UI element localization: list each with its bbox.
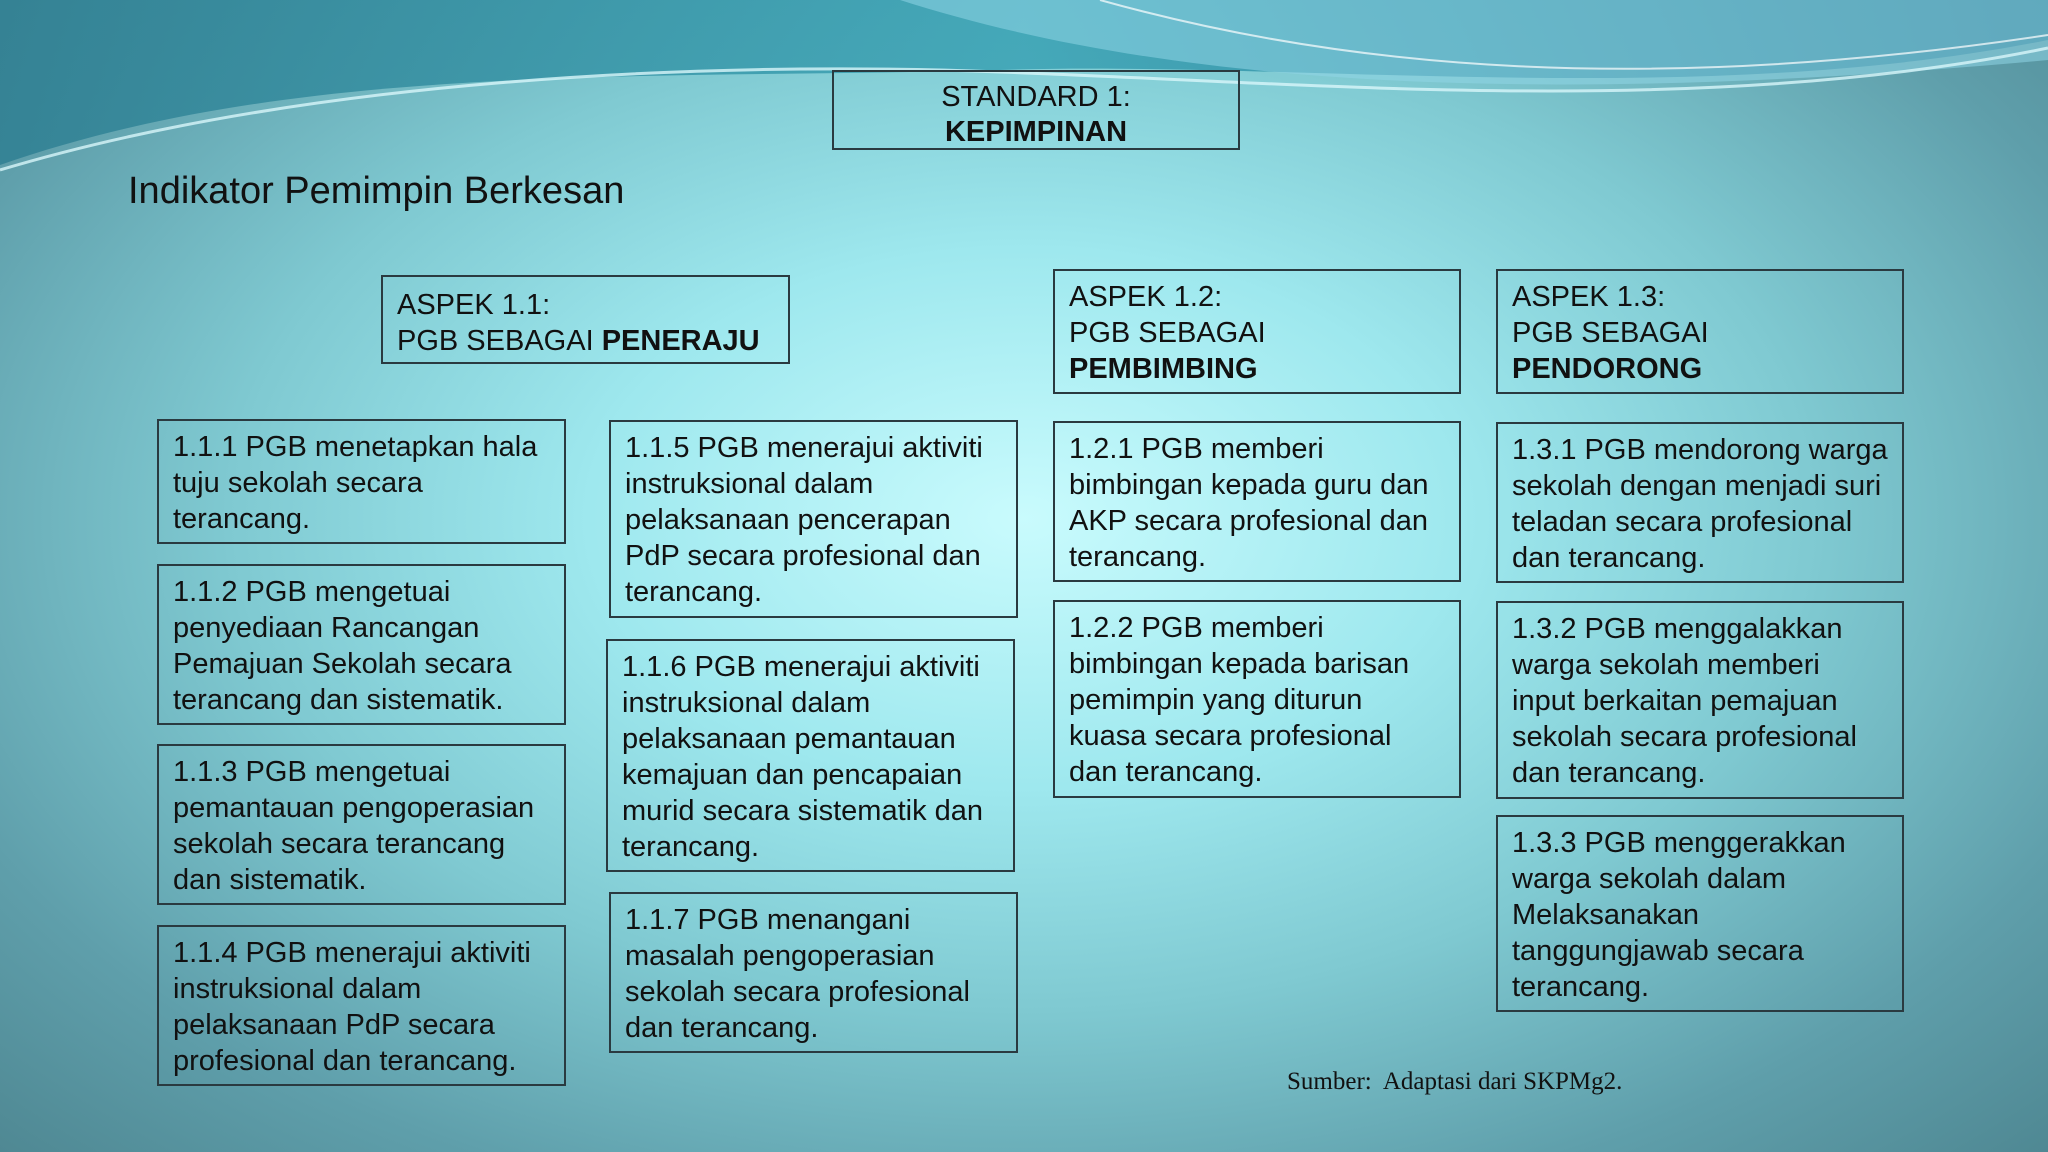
aspect-1-2-label: ASPEK 1.2: xyxy=(1069,281,1223,313)
standard-box xyxy=(832,70,1240,150)
aspect-1-3-label: ASPEK 1.3: xyxy=(1512,281,1666,313)
indicator-1-1-2: 1.1.2 PGB mengetuai penyediaan Rancangan Pemajuan Sekolah secara terancang dan sistematik. xyxy=(157,564,566,725)
aspect-1-3-box xyxy=(1496,269,1904,394)
indicator-1-1-3: 1.1.3 PGB mengetuai pemantauan pengoperasian sekolah secara terancang dan sistematik. xyxy=(157,744,566,905)
indicator-1-3-1: 1.3.1 PGB mendorong warga sekolah dengan menjadi suri teladan secara profesional dan terancang. xyxy=(1496,422,1904,583)
aspect-1-1-label: ASPEK 1.1: xyxy=(397,289,551,321)
aspect-1-2-box xyxy=(1053,269,1461,394)
aspect-1-2-role-bold: PEMBIMBING xyxy=(1069,353,1258,385)
indicator-1-1-7: 1.1.7 PGB menangani masalah pengoperasian sekolah secara profesional dan terancang. xyxy=(609,892,1018,1053)
aspect-1-2-prefix: PGB SEBAGAI xyxy=(1069,317,1266,349)
standard-title: KEPIMPINAN xyxy=(944,116,1128,148)
aspect-1-1-role-bold: PENERAJU xyxy=(601,325,760,357)
page-title: Indikator Pemimpin Berkesan xyxy=(128,170,625,212)
aspect-1-1-role: PGB SEBAGAI PENERAJU xyxy=(397,325,760,357)
indicator-1-1-4: 1.1.4 PGB menerajui aktiviti instruksional dalam pelaksanaan PdP secara profesional dan terancang. xyxy=(157,925,566,1086)
indicator-1-3-3: 1.3.3 PGB menggerakkan warga sekolah dalam Melaksanakan tanggungjawab secara terancang. xyxy=(1496,815,1904,1012)
indicator-1-1-1: 1.1.1 PGB menetapkan hala tuju sekolah secara terancang. xyxy=(157,419,566,544)
indicator-1-2-1: 1.2.1 PGB memberi bimbingan kepada guru dan AKP secara profesional dan terancang. xyxy=(1053,421,1461,582)
indicator-1-1-6: 1.1.6 PGB menerajui aktiviti instruksional dalam pelaksanaan pemantauan kemajuan dan pencapaian murid secara sistematik dan terancang. xyxy=(606,639,1015,872)
aspect-1-1-box xyxy=(381,275,790,364)
source-note: Sumber: Adaptasi dari SKPMg2. xyxy=(1287,1068,1623,1095)
aspect-1-3-prefix: PGB SEBAGAI xyxy=(1512,317,1709,349)
indicator-1-3-2: 1.3.2 PGB menggalakkan warga sekolah memberi input berkaitan pemajuan sekolah secara profesional dan terancang. xyxy=(1496,601,1904,799)
aspect-1-3-role-bold: PENDORONG xyxy=(1512,353,1703,385)
standard-label: STANDARD 1: xyxy=(941,81,1131,113)
indicator-1-2-2: 1.2.2 PGB memberi bimbingan kepada barisan pemimpin yang diturun kuasa secara profesional dan terancang. xyxy=(1053,600,1461,798)
indicator-1-1-5: 1.1.5 PGB menerajui aktiviti instruksional dalam pelaksanaan pencerapan PdP secara profesional dan terancang. xyxy=(609,420,1018,618)
